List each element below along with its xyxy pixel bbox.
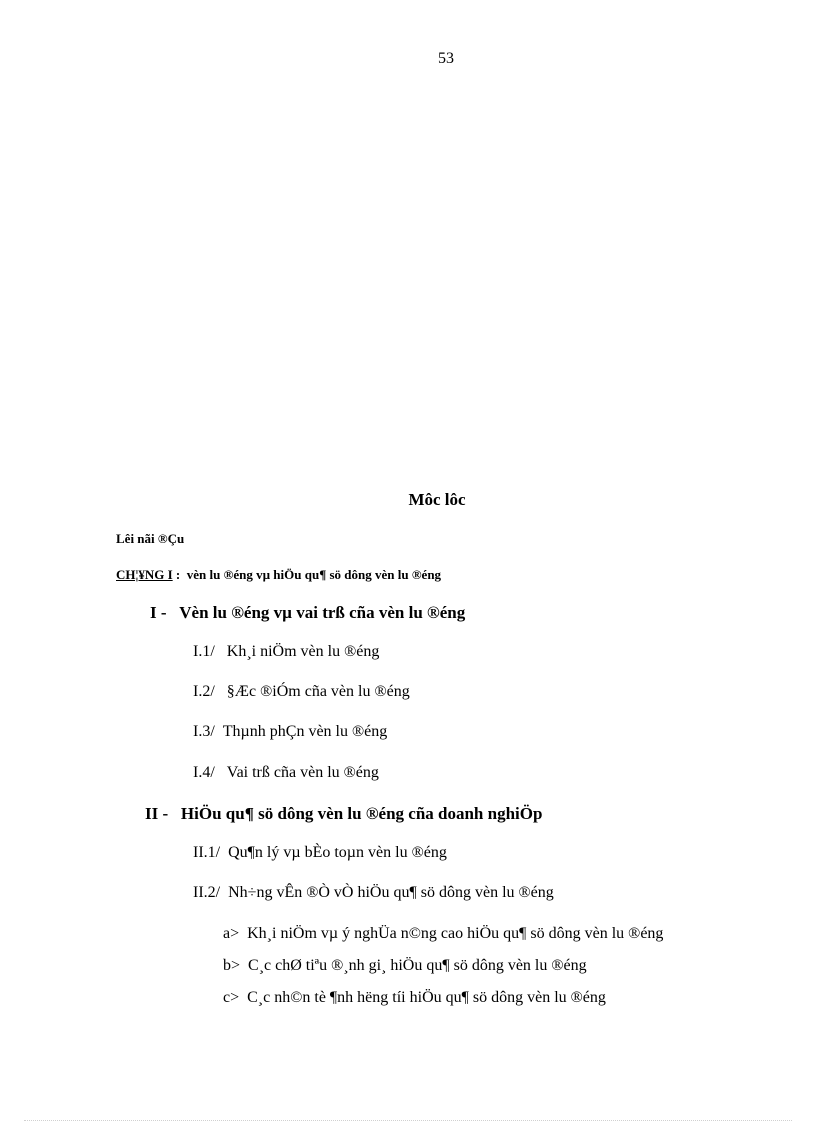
chapter-title: vèn lu ®éng vµ hiÖu qu¶ sö dông vèn lu ®éng xyxy=(186,567,442,582)
toc-section-2 xyxy=(145,804,542,824)
subitem-title: Kh¸i niÖm vµ ý nghÜa n©ng cao hiÖu qu¶ sö dông vèn lu ®éng xyxy=(247,925,664,942)
page-number: 53 xyxy=(438,50,454,67)
subitem-letter: a> xyxy=(223,925,240,942)
item-title: Nh÷ng vÊn ®Ò vÒ hiÖu qu¶ sö dông vèn lu ®éng xyxy=(228,884,554,901)
subitem-title: C¸c chØ tiªu ®¸nh gi¸ hiÖu qu¶ sö dông vèn lu ®éng xyxy=(248,957,587,974)
subitem-letter: c> xyxy=(223,989,240,1006)
item-title: Vai trß cña vèn lu ®éng xyxy=(226,764,379,781)
toc-item-1-3 xyxy=(193,723,387,741)
toc-subitem-c xyxy=(223,989,606,1007)
toc-intro: Lêi nãi ®Çu xyxy=(116,531,185,546)
item-number: I.1/ xyxy=(193,643,215,660)
chapter-colon: : xyxy=(172,567,181,582)
item-number: I.2/ xyxy=(193,683,215,700)
toc-item-1-4 xyxy=(193,764,379,782)
chapter-label: CH¦¥NG I xyxy=(116,567,173,582)
toc-item-2-2 xyxy=(193,884,554,902)
toc-subitem-a xyxy=(223,925,663,943)
item-number: I.3/ xyxy=(193,723,215,740)
page-bottom-divider xyxy=(24,1120,792,1121)
subitem-letter: b> xyxy=(223,957,241,974)
subitem-title: C¸c nh©n tè ¶nh hëng tíi hiÖu qu¶ sö dông vèn lu ®éng xyxy=(247,989,606,1006)
item-title: Qu¶n lý vµ bÈo toµn vèn lu ®éng xyxy=(228,844,447,861)
item-title: Kh¸i niÖm vèn lu ®éng xyxy=(226,643,380,660)
toc-section-1 xyxy=(150,603,465,623)
toc-subitem-b xyxy=(223,957,587,975)
toc-item-2-1 xyxy=(193,844,447,862)
section-title: HiÖu qu¶ sö dông vèn lu ®éng cña doanh nghiÖp xyxy=(180,804,543,823)
section-number: I - xyxy=(150,603,167,622)
item-title: Thµnh phÇn vèn lu ®éng xyxy=(222,723,388,740)
section-title: Vèn lu ®éng vµ vai trß cña vèn lu ®éng xyxy=(179,603,466,622)
toc-chapter-1 xyxy=(116,567,441,583)
item-number: I.4/ xyxy=(193,764,215,781)
section-number: II - xyxy=(145,804,169,823)
item-number: II.2/ xyxy=(193,884,221,901)
item-number: II.1/ xyxy=(193,844,221,861)
toc-title: Môc lôc xyxy=(408,490,466,509)
toc-item-1-1 xyxy=(193,643,379,661)
item-title: §Æc ®iÓm cña vèn lu ®éng xyxy=(226,683,410,700)
toc-item-1-2 xyxy=(193,683,410,701)
